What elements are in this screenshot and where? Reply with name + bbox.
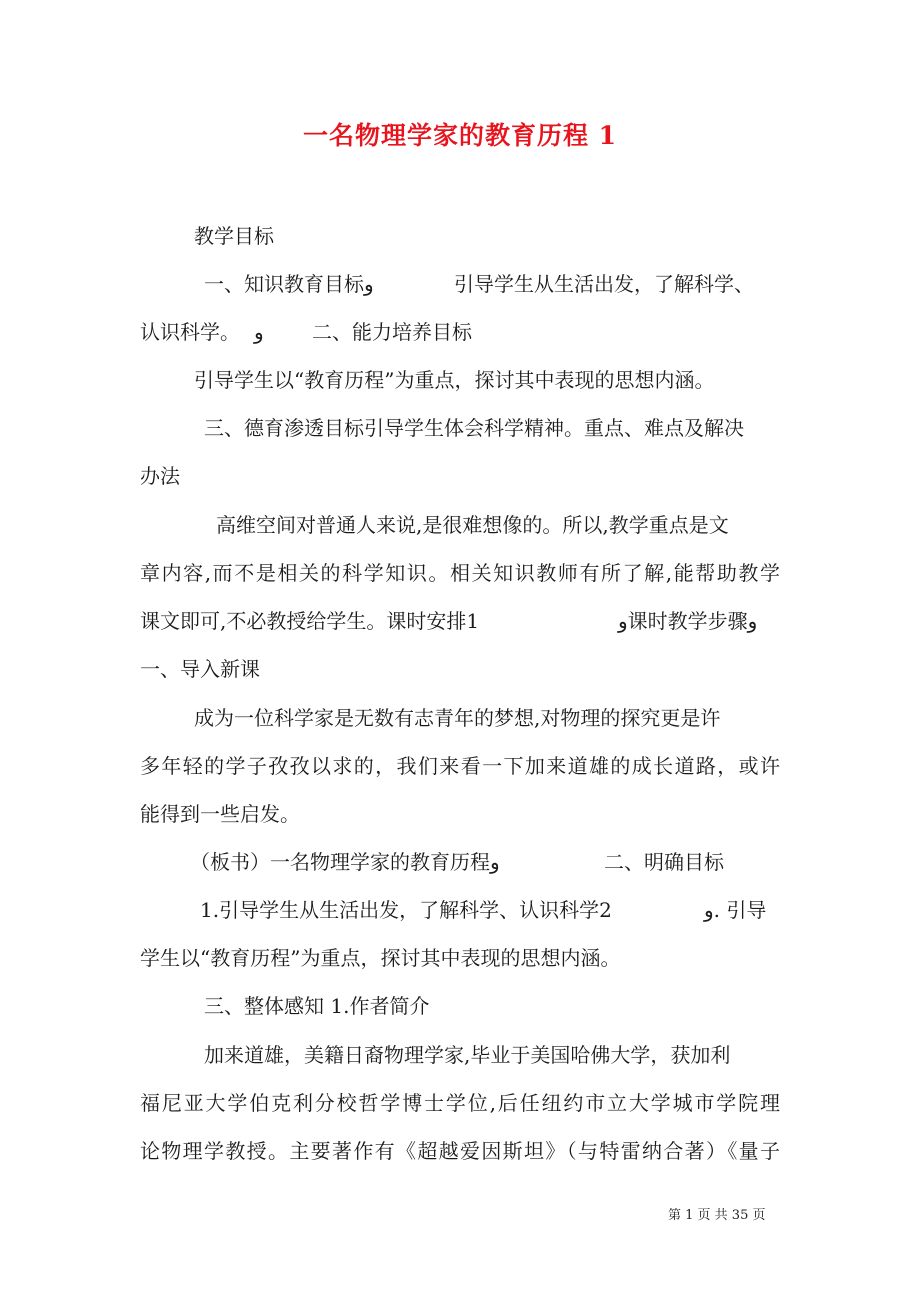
- paragraph-line-7: 高维空间对普通人来说,是很难想像的。所以,教学重点是文: [216, 513, 729, 537]
- stray-glyph: و: [704, 898, 714, 922]
- paragraph-line-2b: 引导学生从生活出发，了解科学、: [454, 272, 754, 296]
- stray-glyph: و: [364, 272, 374, 296]
- paragraph-line-1: 教学目标: [194, 224, 274, 248]
- paragraph-line-12: 多年轻的学子孜孜以求的，我们来看一下加来道雄的成长道路，或许: [140, 754, 780, 778]
- stray-glyph: و: [747, 609, 758, 633]
- paragraph-line-11: 成为一位科学家是无数有志青年的梦想,对物理的探究更是许: [194, 706, 721, 730]
- paragraph-line-14b: 二、明确目标: [604, 850, 724, 874]
- paragraph-line-3b: 二、能力培养目标: [312, 320, 472, 344]
- text-segment: . 引导: [713, 898, 767, 922]
- text-segment: 一、知识教育目标: [204, 272, 364, 296]
- paragraph-line-15a: 1.引导学生从生活出发，了解科学、认识科学2: [200, 898, 612, 922]
- paragraph-line-13: 能得到一些启发。: [140, 802, 300, 826]
- paragraph-line-4: 引导学生以“教育历程”为重点，探讨其中表现的思想内涵。: [194, 368, 715, 392]
- paragraph-line-16: 学生以“教育历程”为重点，探讨其中表现的思想内涵。: [140, 946, 621, 970]
- paragraph-line-9b: [618, 605, 757, 637]
- paragraph-line-18: 加来道雄，美籍日裔物理学家,毕业于美国哈佛大学，获加利: [204, 1043, 731, 1067]
- paragraph-line-20: 论物理学教授。主要著作有《超越爱因斯坦》（与特雷纳合著）《量子: [140, 1139, 780, 1163]
- paragraph-line-5: 三、德育渗透目标引导学生体会科学精神。重点、难点及解决: [204, 416, 744, 440]
- paragraph-line-10: 一、导入新课: [140, 657, 260, 681]
- paragraph-line-9a: 课文即可,不必教授给学生。课时安排1: [140, 609, 480, 633]
- paragraph-line-3a: [140, 316, 264, 348]
- stray-glyph: و: [618, 609, 628, 633]
- paragraph-line-17: 三、整体感知 1.作者简介: [204, 994, 430, 1018]
- paragraph-line-19: 福尼亚大学伯克利分校哲学博士学位,后任纽约市立大学城市学院理: [140, 1091, 780, 1115]
- page-number-footer: 第 1 页 共 35 页: [668, 1208, 766, 1223]
- paragraph-line-6: 办法: [140, 464, 180, 488]
- text-segment: 认识科学。: [140, 320, 240, 344]
- text-segment: 课时教学步骤: [627, 609, 748, 633]
- document-title: 一名物理学家的教育历程 1: [302, 121, 618, 150]
- paragraph-line-15b: [704, 894, 766, 926]
- paragraph-line-8: 章内容,而不是相关的科学知识。相关知识教师有所了解,能帮助教学: [140, 561, 780, 585]
- text-segment: （板书）一名物理学家的教育历程: [190, 850, 490, 874]
- stray-glyph: و: [490, 850, 500, 874]
- stray-glyph: و: [254, 320, 264, 344]
- paragraph-line-2a: [204, 268, 374, 300]
- paragraph-line-14a: [190, 846, 500, 878]
